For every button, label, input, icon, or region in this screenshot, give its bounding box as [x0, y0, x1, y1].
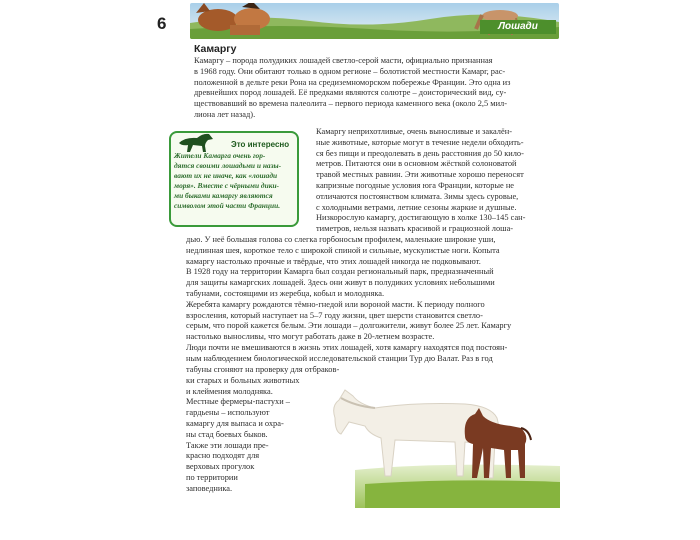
text-line: верховых прогулок	[186, 462, 255, 472]
text-line: ся без пищи и преодолевать в день расстояния до 50 кило-	[316, 148, 524, 158]
fact-box-text	[174, 151, 294, 211]
text-line: дятся своими лошадьми и назы-	[174, 161, 282, 170]
horse-icon	[175, 131, 217, 153]
text-line: недлинная шея, короткое тело с широкой спиной и сильные, мускулистые ноги. Копыта	[186, 245, 500, 255]
page-number: 6	[157, 14, 167, 33]
body-paragraph	[186, 235, 556, 365]
text-line: и клеймения молодняка.	[186, 386, 273, 396]
text-line: серым, что порой кажется белым. Эти лошади – долгожители, живут более 25 лет. Камаргу	[186, 321, 512, 331]
text-line: Также эти лошади пре-	[186, 440, 269, 450]
text-line: в 1968 году. Они обитают только в одном регионе – болотистой местности Камарг, рас-	[194, 66, 506, 76]
text-line: ным наблюдением биологической исследовательской станции Тур дю Валат. Раз в год	[186, 353, 493, 363]
text-line: травой местных равнин. Эти животные хорошо переносят	[316, 170, 524, 180]
text-line: с холодными ветрами, летние сезоны жаркие и душные.	[316, 202, 517, 212]
text-line: символом этой части Франции.	[174, 201, 281, 210]
text-line: для защиты камаргских лошадей. Здесь они живут в полудиких условиях небольшими	[186, 278, 495, 288]
section-title: Лошади	[498, 21, 538, 32]
text-line: В 1928 году на территории Камарга был создан региональный парк, предназначенный	[186, 267, 494, 277]
text-line: отличаются постоянством климата. Зимы здесь суровые,	[316, 191, 519, 201]
camargue-mare-and-foal-picture	[315, 378, 560, 508]
text-line: камаргу настолько прочные и твёрдые, что этих лошадей никогда не подковывают.	[186, 256, 481, 266]
text-line: Люди почти не вмешиваются в жизнь этих лошадей, хотя камаргу находятся под постоян-	[186, 342, 508, 352]
text-line: капризные погодные условия юга Франции, которые не	[316, 180, 515, 190]
text-line: древнейших пород лошадей. Её предками являются солютре – доисторический вид, су-	[194, 88, 507, 98]
text-line: красно подходят для	[186, 451, 260, 461]
text-line: метров. Питаются они в основном жёсткой солоноватой	[316, 159, 517, 169]
text-line: ны стад боевых быков.	[186, 429, 268, 439]
text-line: заповедника.	[186, 483, 233, 493]
text-line: Жители Камарга очень гор-	[174, 151, 266, 160]
intro-paragraph	[194, 56, 556, 121]
text-line: ные животные, которые могут в течение недели обходить-	[316, 137, 524, 147]
hardy-paragraph	[316, 127, 556, 235]
text-line: ми быками камаргу являются	[174, 191, 273, 200]
fact-box	[169, 131, 299, 227]
text-line: табуны сгоняют на проверку для отбраков-	[186, 365, 340, 374]
text-line: моря». Вместе с чёрными дики-	[174, 181, 280, 190]
text-line: тиметров, нельзя назвать красивой и грациозной лоша-	[316, 224, 514, 234]
text-line: камаргу для выпаса и охра-	[186, 418, 284, 428]
text-line: Камаргу – порода полудиких лошадей светло-серой масти, официально признанная	[194, 56, 493, 65]
text-line: ки старых и больных животных	[186, 375, 300, 385]
text-line: Низкорослую камаргу, достигающую в холке 130–145 сан-	[316, 213, 526, 223]
text-line: лиона лет назад).	[194, 109, 256, 119]
text-line: настолько выносливы, что могут работать даже в 20-летнем возрасте.	[186, 332, 435, 342]
text-line: ществовавший во времена палеолита – первого периода каменного века (около 2,5 мил-	[194, 99, 508, 109]
article-title: Камаргу	[194, 43, 237, 55]
text-line: Камаргу неприхотливые, очень выносливые и закалён-	[316, 127, 512, 136]
text-line: гардьены – используют	[186, 408, 270, 418]
header-banner	[190, 3, 559, 39]
text-line: взросления, который наступает на 5–7 году жизни, цвет шерсти становится светло-	[186, 310, 483, 320]
text-line: вают их не иначе, как «лошади	[174, 171, 278, 180]
text-line: по территории	[186, 472, 238, 482]
text-line: дью. У неё большая голова со слегка горбоносым профилем, маленькие широкие уши,	[186, 235, 496, 244]
text-line: табунами, состоящими из жеребца, кобыл и молодняка.	[186, 288, 385, 298]
text-line: Местные фермеры-пастухи –	[186, 397, 290, 407]
fact-box-title: Это интересно	[231, 140, 290, 149]
text-line: положенной в дельте реки Рона на средиземноморском побережье Франции. Это одна из	[194, 77, 511, 87]
text-line: Жеребята камаргу рождаются тёмно-гнедой или вороной масти. К периоду полного	[186, 299, 485, 309]
